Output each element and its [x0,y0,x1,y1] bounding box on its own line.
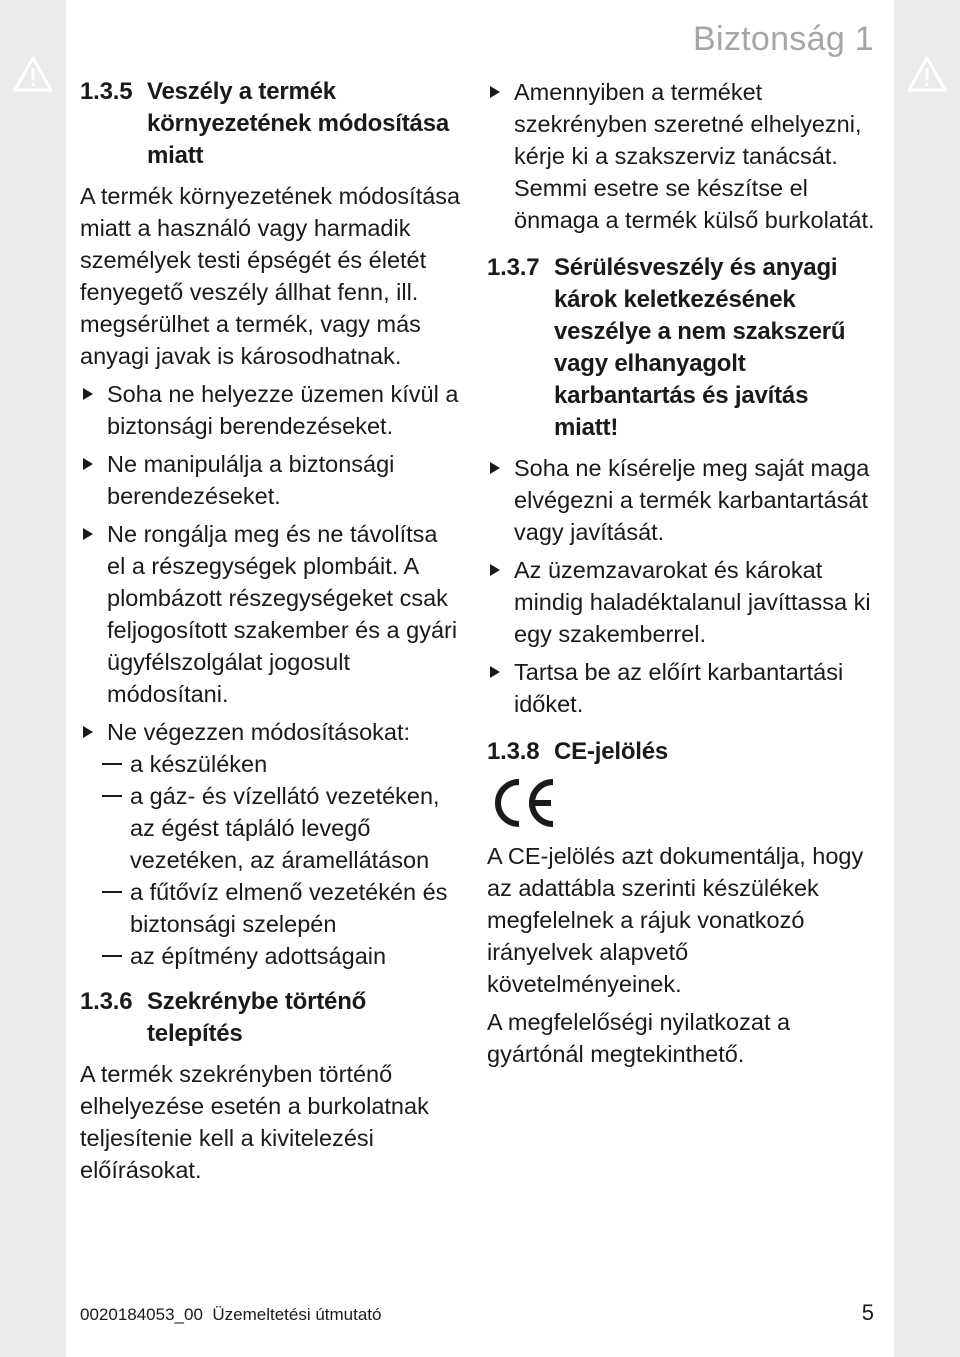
right-column [487,76,877,1076]
dash-item: az építmény adottságain [80,940,462,972]
section-title: Sérülésveszély és anyagi károk keletkezésének veszélye a nem szakszerű vagy elhanyagolt karbantartás és javítás miatt! [554,254,846,441]
section-title: CE-jelölés [554,738,669,765]
warning-triangle-icon [13,56,53,92]
bullet-item: Ne manipulálja a biztonsági berendezéseket. [80,448,462,512]
dash-icon [102,795,122,797]
bullet-arrow-icon [83,528,93,540]
bullet-item: Tartsa be az előírt karbantartási időket. [487,656,877,720]
dash-item: a fűtővíz elmenő vezetékén és biztonsági szelepén [80,876,462,940]
section-1-3-8-heading [487,736,877,768]
section-number: 1.3.6 [80,988,133,1015]
bullet-item: Ne rongálja meg és ne távolítsa el a részegységek plombáit. A plombázott részegységeket csak feljogosított szakember és a gyári ügyfélszolgálat jogosult módosítani. [80,518,462,710]
section-1-3-8-paragraph: A megfelelőségi nyilatkozat a gyártónál megtekinthető. [487,1009,791,1067]
ce-mark-logo [491,776,559,830]
section-1-3-6-text: A termék szekrényben történő elhelyezése esetén a burkolatnak teljesítenie kell a kivitelezési előírásokat. [80,1061,429,1183]
section-title: Veszély a termék környezetének módosítása miatt [147,78,449,169]
left-side-bar [0,0,66,1357]
section-1-3-5-heading [80,76,462,172]
warning-triangle-icon [907,56,947,92]
bullet-arrow-icon [490,86,500,98]
dash-icon [102,891,122,893]
footer-doc-reference: 0020184053_00 Üzemeltetési útmutató [80,1305,382,1324]
bullet-item: Soha ne helyezze üzemen kívül a biztonsági berendezéseket. [80,378,462,442]
dash-item: a gáz- és vízellátó vezetéken, az égést tápláló levegő vezetéken, az áramellátáson [80,780,462,876]
section-1-3-8-paragraph: A CE-jelölés azt dokumentálja, hogy az adattábla szerinti készülékek megfelelnek a rájuk vonatkozó irányelvek alapvető követelményeinek. [487,843,864,997]
section-number: 1.3.7 [487,254,540,281]
page-footer [80,1300,874,1326]
bullet-arrow-icon [83,726,93,738]
left-column [80,76,462,1192]
bullet-item: Amennyiben a terméket szekrényben szeretné elhelyezni, kérje ki a szakszerviz tanácsát. Semmi esetre se készítse el önmaga a termék külső burkolatát. [487,76,877,236]
section-title: Szekrénybe történő telepítés [147,988,367,1047]
section-1-3-7-heading [487,252,877,444]
section-1-3-5-intro: A termék környezetének módosítása miatt a használó vagy harmadik személyek testi épségét és életét fenyegető veszély állhat fenn, ill. megsérülhet a termék, vagy más anyagi javak is károsodhatnak. [80,183,461,369]
bullet-item: Soha ne kísérelje meg saját maga elvégezni a termék karbantartását vagy javítását. [487,452,877,548]
right-side-bar [894,0,960,1357]
dash-item: a készüléken [80,748,462,780]
bullet-arrow-icon [490,462,500,474]
bullet-arrow-icon [83,458,93,470]
bullet-item: Ne végezzen módosításokat: [80,716,462,748]
dash-icon [102,763,122,765]
bullet-arrow-icon [490,666,500,678]
bullet-arrow-icon [83,388,93,400]
page-header-title: Biztonság 1 [693,20,874,58]
dash-icon [102,955,122,957]
bullet-arrow-icon [490,564,500,576]
section-number: 1.3.8 [487,738,540,765]
page-number: 5 [861,1300,874,1325]
section-number: 1.3.5 [80,78,133,105]
bullet-item: Az üzemzavarokat és károkat mindig haladéktalanul javíttassa ki egy szakemberrel. [487,554,877,650]
section-1-3-6-heading [80,986,462,1050]
